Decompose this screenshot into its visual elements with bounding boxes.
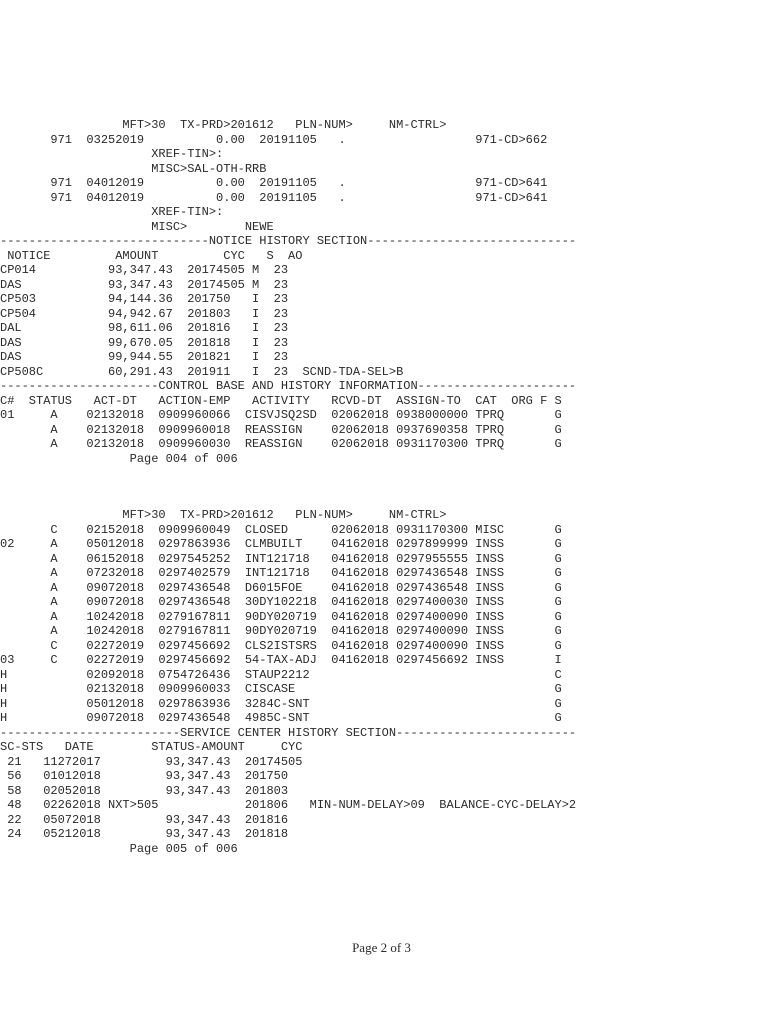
printout-line: A 02132018 0909960030 REASSIGN 02062018 0931170300 TPRQ G — [0, 437, 562, 451]
printout-line: 01 A 02132018 0909960066 CISVJSQ2SD 02062018 0938000000 TPRQ G — [0, 408, 562, 422]
printout-line: 03 C 02272019 0297456692 54-TAX-ADJ 04162018 0297456692 INSS I — [0, 653, 562, 667]
printout-line: H 02132018 0909960033 CISCASE G — [0, 682, 562, 696]
printout-line: A 06152018 0297545252 INT121718 04162018 0297955555 INSS G — [0, 551, 562, 566]
printout-line: DAS 93,347.43 20174505 M 23 — [0, 277, 289, 292]
printout-line: H 09072018 0297436548 4985C-SNT G — [0, 711, 562, 725]
printout-line: C 02152018 0909960049 CLOSED 02062018 0931170300 MISC G — [0, 522, 562, 537]
printout-line: NOTICE AMOUNT CYC S AO — [0, 248, 303, 263]
printout-line: 48 02262018 NXT>505 201806 MIN-NUM-DELAY>09 BALANCE-CYC-DELAY>2 — [0, 798, 577, 812]
printout-line: MISC>SAL-OTH-RRB — [0, 161, 267, 176]
printout-line: 21 11272017 93,347.43 20174505 — [0, 754, 303, 769]
printout-line: CP503 94,144.36 201750 I 23 — [0, 292, 289, 306]
printout-line: C 02272019 0297456692 CLS2ISTSRS 04162018 0297400090 INSS G — [0, 638, 562, 653]
printout-line: A 09072018 0297436548 30DY102218 04162018 0297400030 INSS G — [0, 595, 562, 609]
printout-line: DAS 99,670.05 201818 I 23 — [0, 335, 289, 350]
printout-line: 58 02052018 93,347.43 201803 — [0, 783, 289, 798]
printout-line: DAL 98,611.06 201816 I 23 — [0, 321, 289, 335]
printout-line: H 02092018 0754726436 STAUP2212 C — [0, 667, 562, 682]
printout-line: MISC> NEWE — [0, 219, 274, 234]
printout-line: 22 05072018 93,347.43 201816 — [0, 812, 289, 827]
printout-line: MFT>30 TX-PRD>201612 PLN-NUM> NM-CTRL> — [0, 118, 447, 132]
printout-line: CP508C 60,291.43 201911 I 23 SCND-TDA-SEL>B — [0, 364, 404, 379]
printout-line: -------------------------SERVICE CENTER HISTORY SECTION------------------------- — [0, 725, 577, 740]
printout-line: 971 04012019 0.00 20191105 . 971-CD>641 — [0, 190, 548, 205]
printout-line: -----------------------------NOTICE HISTORY SECTION----------------------------- — [0, 234, 577, 248]
printout-line: 971 04012019 0.00 20191105 . 971-CD>641 — [0, 176, 548, 190]
printout-line: A 02132018 0909960018 REASSIGN 02062018 0937690358 TPRQ G — [0, 422, 562, 437]
printout-line: 24 05212018 93,347.43 201818 — [0, 827, 289, 841]
printout-line: CP504 94,942.67 201803 I 23 — [0, 306, 289, 321]
printout-line: 56 01012018 93,347.43 201750 — [0, 769, 289, 783]
printout-line: DAS 99,944.55 201821 I 23 — [0, 350, 289, 364]
printout-line: ----------------------CONTROL BASE AND HISTORY INFORMATION---------------------- — [0, 379, 577, 393]
printout-line: CP014 93,347.43 20174505 M 23 — [0, 263, 289, 277]
printout-line: SC-STS DATE STATUS-AMOUNT CYC — [0, 740, 303, 754]
printout-line: A 10242018 0279167811 90DY020719 04162018 0297400090 INSS G — [0, 624, 562, 638]
page-footer: Page 2 of 3 — [352, 940, 411, 955]
printout-line: A 07232018 0297402579 INT121718 04162018 0297436548 INSS G — [0, 566, 562, 580]
printout-line: XREF-TIN>: — [0, 205, 224, 219]
printout-line: C# STATUS ACT-DT ACTION-EMP ACTIVITY RCVD-DT ASSIGN-TO CAT ORG F S — [0, 393, 562, 408]
printout-line: H 05012018 0297863936 3284C-SNT G — [0, 696, 562, 711]
printout-line: XREF-TIN>: — [0, 147, 224, 161]
printout-line: MFT>30 TX-PRD>201612 PLN-NUM> NM-CTRL> — [0, 508, 447, 522]
printout-line: 971 03252019 0.00 20191105 . 971-CD>662 — [0, 132, 548, 147]
printout-line: A 10242018 0279167811 90DY020719 04162018 0297400090 INSS G — [0, 609, 562, 624]
printout-line: A 09072018 0297436548 D6015FOE 04162018 0297436548 INSS G — [0, 580, 562, 595]
printout-line: Page 005 of 006 — [0, 841, 238, 856]
printout-line: 02 A 05012018 0297863936 CLMBUILT 04162018 0297899999 INSS G — [0, 537, 562, 551]
printout-line: Page 004 of 006 — [0, 451, 238, 466]
